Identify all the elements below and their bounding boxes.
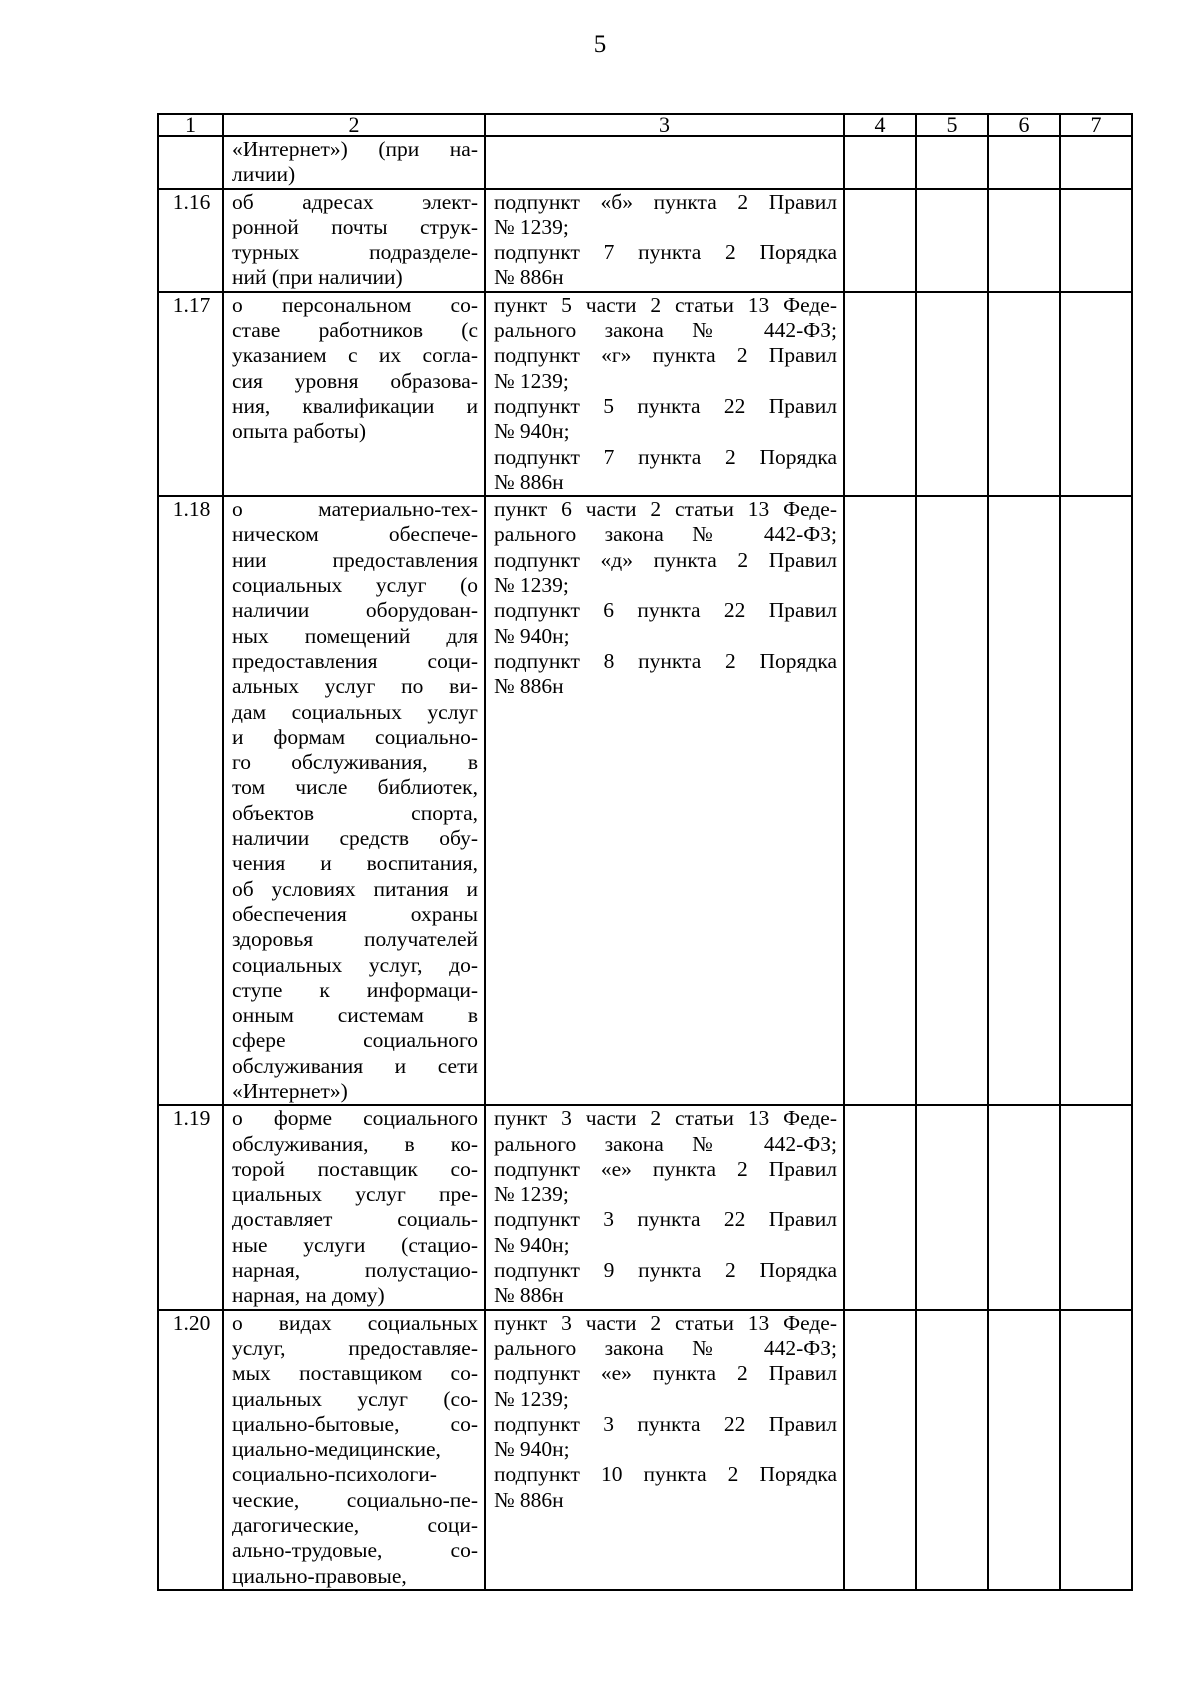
info-line: опыта работы) [232,419,366,444]
info-line: обеспечения охраны [232,901,478,926]
table-header-row [158,114,1132,136]
table-row [158,1105,1132,1309]
basis-line: подпункт 5 пункта 22 Правил [494,393,837,418]
basis-line: подпункт 10 пункта 2 Порядка [494,1462,837,1487]
info-line: циально-медицинские, [232,1437,441,1462]
basis-line: № 1239; [494,214,569,239]
page-number: 5 [593,31,607,58]
empty-cell [844,496,916,1105]
info-line: и формам социально- [232,724,478,749]
info-line: торой поставщик со- [232,1156,478,1181]
empty-cell [1060,292,1132,496]
row-number: 1.19 [158,1105,223,1309]
empty-cell [844,1105,916,1309]
column-header: 1 [158,114,223,136]
legal-basis-cell [485,1310,844,1590]
info-line: указанием с их согла- [232,343,478,368]
basis-line: подпункт «б» пункта 2 Правил [494,189,837,214]
info-line: циальных услуг (со- [232,1386,478,1411]
empty-cell [1060,1105,1132,1309]
info-cell [223,496,485,1105]
table-row [158,189,1132,292]
info-line: ронной почты струк- [232,214,478,239]
info-line: обслуживания, в ко- [232,1131,478,1156]
info-line: циально-бытовые, со- [232,1411,478,1436]
column-header: 2 [223,114,485,136]
info-line: услуг, предоставляе- [232,1335,478,1360]
legal-basis-cell [485,1105,844,1309]
basis-line: № 886н [494,469,564,494]
basis-line: № 1239; [494,1182,569,1207]
info-line: «Интернет») (при на- [232,137,478,161]
basis-line: пункт 3 части 2 статьи 13 Феде- [494,1106,837,1131]
basis-line: пункт 5 части 2 статьи 13 Феде- [494,292,837,317]
basis-line: подпункт «е» пункта 2 Правил [494,1156,837,1181]
info-line: ническом обеспече- [232,522,478,547]
info-line: наличии оборудован- [232,598,478,623]
empty-cell [1060,1310,1132,1590]
legal-basis-cell [485,496,844,1105]
table-row [158,136,1132,189]
info-cell [223,189,485,292]
legal-basis-cell [485,292,844,496]
info-line: ные услуги (стацио- [232,1232,478,1257]
row-number: 1.20 [158,1310,223,1590]
empty-cell [988,496,1060,1105]
row-number [158,136,223,189]
empty-cell [988,136,1060,189]
legal-basis-cell [485,189,844,292]
info-line: го обслуживания, в [232,750,478,775]
info-line: предоставления соци- [232,648,478,673]
basis-line: пункт 3 части 2 статьи 13 Феде- [494,1310,837,1335]
basis-line: № 940н; [494,623,570,648]
basis-line: № 1239; [494,1386,569,1411]
info-line: обслуживания и сети [232,1053,478,1078]
info-cell [223,136,485,189]
info-line: о персональном со- [232,292,478,317]
basis-line: подпункт 8 пункта 2 Порядка [494,648,837,673]
empty-cell [916,189,988,292]
basis-line: подпункт 7 пункта 2 Порядка [494,240,837,265]
info-line: нарная, полустацио- [232,1258,478,1283]
info-line: мых поставщиком со- [232,1361,478,1386]
row-number: 1.18 [158,496,223,1105]
empty-cell [844,292,916,496]
empty-cell [916,1310,988,1590]
table-row [158,1310,1132,1590]
basis-line: подпункт 3 пункта 22 Правил [494,1411,837,1436]
column-header: 5 [916,114,988,136]
empty-cell [844,136,916,189]
requirements-table [157,113,1133,1591]
basis-line: рального закона № 442-ФЗ; [494,522,837,547]
info-line: здоровья получателей [232,927,478,952]
info-line: об условиях питания и [232,876,478,901]
row-number: 1.17 [158,292,223,496]
empty-cell [916,1105,988,1309]
basis-line: подпункт 9 пункта 2 Порядка [494,1258,837,1283]
basis-line: пункт 6 части 2 статьи 13 Феде- [494,497,837,522]
legal-basis-cell [485,136,844,189]
table-row [158,292,1132,496]
info-line: ных помещений для [232,623,478,648]
info-line: ступе к информаци- [232,977,478,1002]
basis-line: № 886н [494,265,564,290]
basis-line: рального закона № 442-ФЗ; [494,318,837,343]
info-line: о форме социального [232,1106,478,1131]
info-line: «Интернет») [232,1078,348,1103]
basis-line: № 940н; [494,419,570,444]
empty-cell [988,1310,1060,1590]
empty-cell [988,1105,1060,1309]
empty-cell [1060,136,1132,189]
info-line: ния, квалификации и [232,393,478,418]
info-line: об адресах элект- [232,189,478,214]
info-line: о материально-тех- [232,497,478,522]
empty-cell [988,292,1060,496]
info-cell [223,1105,485,1309]
empty-cell [844,1310,916,1590]
basis-line: подпункт «г» пункта 2 Правил [494,343,837,368]
info-line: наличии средств обу- [232,826,478,851]
basis-line: № 940н; [494,1437,570,1462]
info-line: турных подразделе- [232,240,478,265]
info-line: ально-трудовые, со- [232,1538,478,1563]
info-line: доставляет социаль- [232,1207,478,1232]
table-row [158,496,1132,1105]
basis-line: подпункт «д» пункта 2 Правил [494,547,837,572]
info-line: том числе библиотек, [232,775,478,800]
basis-line: № 940н; [494,1232,570,1257]
info-line: циальных услуг пре- [232,1182,478,1207]
info-line: о видах социальных [232,1310,478,1335]
row-number: 1.16 [158,189,223,292]
info-line: дагогические, соци- [232,1513,478,1538]
column-header: 4 [844,114,916,136]
empty-cell [916,292,988,496]
info-line: ставе работников (с [232,318,478,343]
table-body [158,136,1132,1590]
column-header: 3 [485,114,844,136]
info-line: ний (при наличии) [232,265,403,290]
basis-line: подпункт 6 пункта 22 Правил [494,598,837,623]
info-line: личии) [232,162,296,187]
info-line: нарная, на дому) [232,1283,385,1308]
column-header: 7 [1060,114,1132,136]
basis-line: подпункт 7 пункта 2 Порядка [494,444,837,469]
empty-cell [916,136,988,189]
empty-cell [1060,496,1132,1105]
info-line: социальных услуг, до- [232,952,478,977]
empty-cell [988,189,1060,292]
info-line: альных услуг по ви- [232,674,478,699]
empty-cell [1060,189,1132,292]
info-line: сфере социального [232,1028,478,1053]
basis-line: № 886н [494,674,564,699]
info-line: сия уровня образова- [232,368,478,393]
info-cell [223,1310,485,1590]
info-line: дам социальных услуг [232,699,478,724]
empty-cell [916,496,988,1105]
basis-line: № 886н [494,1283,564,1308]
basis-line: подпункт «е» пункта 2 Правил [494,1361,837,1386]
info-line: социальных услуг (о [232,573,478,598]
info-line: объектов спорта, [232,800,478,825]
column-header: 6 [988,114,1060,136]
basis-line: № 1239; [494,368,569,393]
basis-line: рального закона № 442-ФЗ; [494,1335,837,1360]
info-cell [223,292,485,496]
info-line: онным системам в [232,1003,478,1028]
empty-cell [844,189,916,292]
basis-line: № 886н [494,1487,564,1512]
basis-line: рального закона № 442-ФЗ; [494,1131,837,1156]
info-line: циально-правовые, [232,1563,407,1588]
info-line: нии предоставления [232,547,478,572]
info-line: чения и воспитания, [232,851,478,876]
info-line: социально-психологи- [232,1462,437,1487]
basis-line: № 1239; [494,573,569,598]
basis-line: подпункт 3 пункта 22 Правил [494,1207,837,1232]
info-line: ческие, социально-пе- [232,1487,478,1512]
